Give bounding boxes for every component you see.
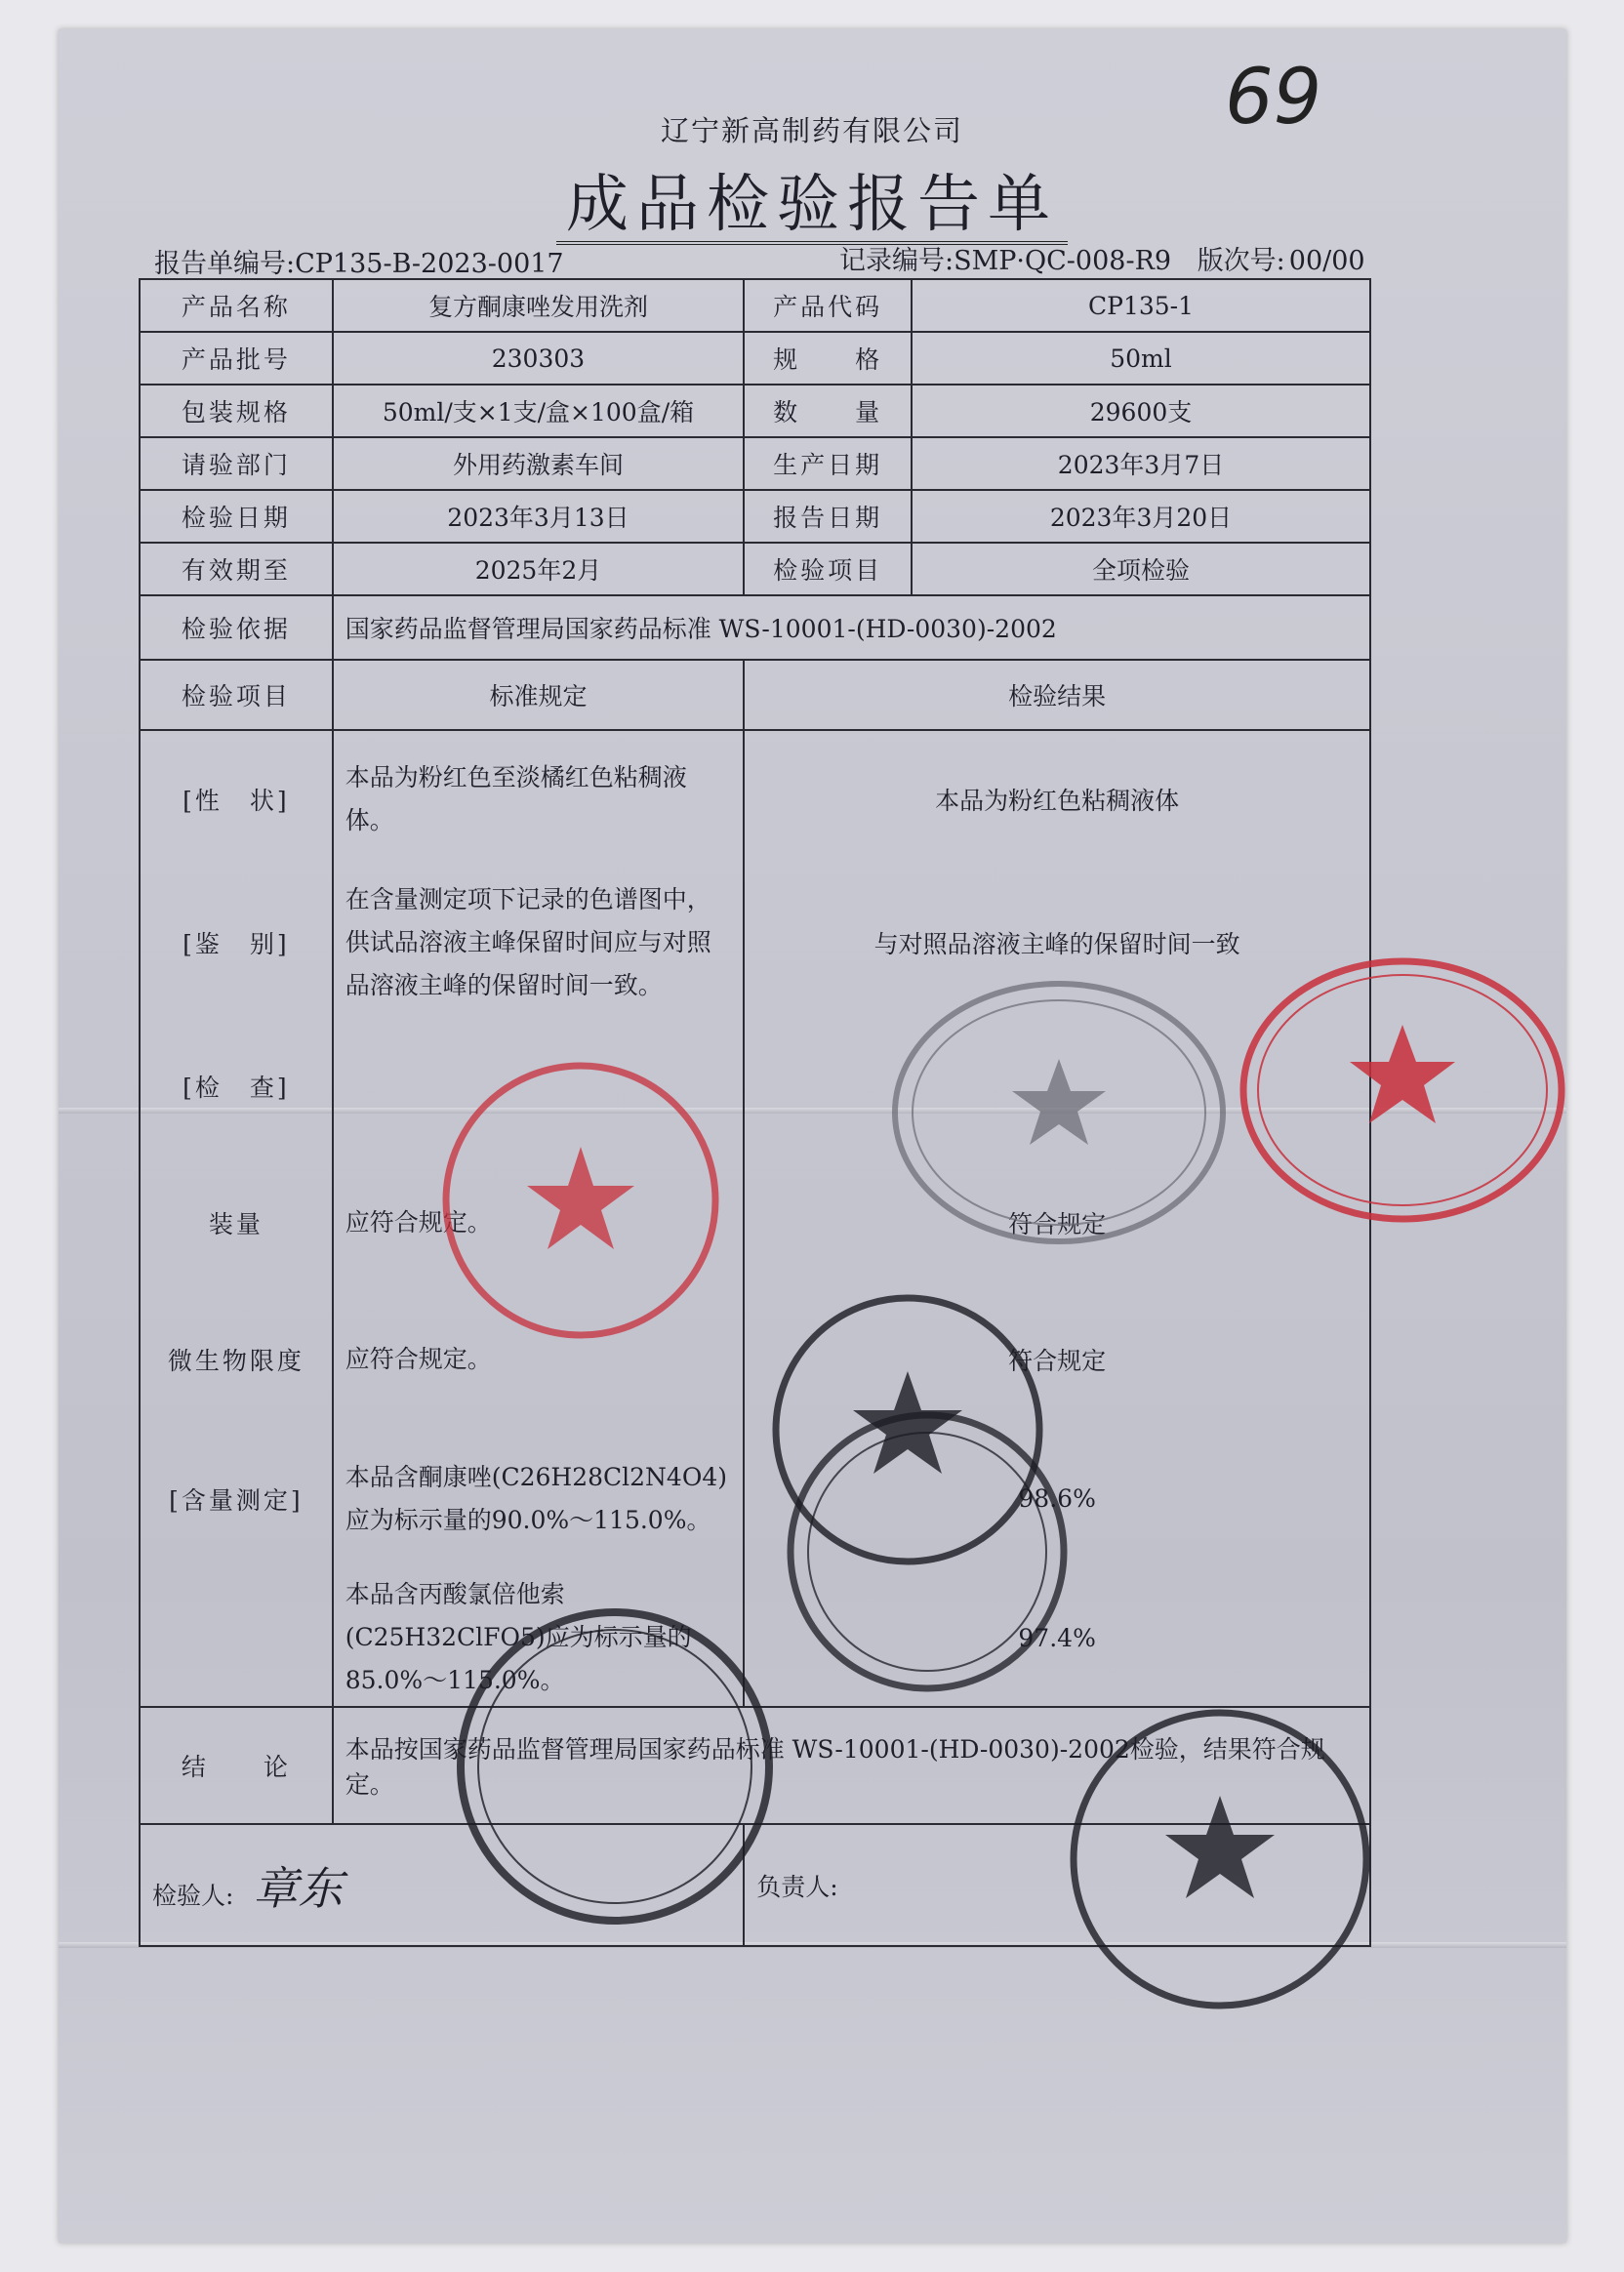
handwritten-note: 69 <box>1225 54 1322 142</box>
item-label: 微生物限度 <box>140 1291 333 1428</box>
info-value: 50ml/支×1支/盒×100盒/箱 <box>333 385 745 437</box>
item-row-inspection <box>140 1018 1370 1155</box>
item-standard: 本品含丙酸氯倍他索(C25H32ClFO5)应为标示量的85.0%～115.0%。 <box>333 1569 745 1707</box>
record-number: 记录编号:SMP·QC-008-R9 版次号: 00/00 <box>839 246 1365 276</box>
info-value: 全项检验 <box>912 543 1370 595</box>
item-standard: 本品为粉红色至淡橘红色粘稠液体。 <box>333 730 745 867</box>
basis-value: 国家药品监督管理局国家药品标准 WS-10001-(HD-0030)-2002 <box>333 595 1370 660</box>
item-result: 符合规定 <box>744 1291 1370 1428</box>
info-label: 报告日期 <box>744 490 912 543</box>
item-result: 98.6% <box>744 1428 1370 1569</box>
signature-row <box>140 1824 1370 1946</box>
report-title: 成品检验报告单 <box>0 154 1624 244</box>
info-label: 检验日期 <box>140 490 333 543</box>
inspector-signature: 章东 <box>253 1861 344 1915</box>
item-label: 装量 <box>140 1155 333 1291</box>
info-label: 请验部门 <box>140 437 333 490</box>
item-label: [性 状] <box>140 730 333 867</box>
item-row-assay-1 <box>140 1428 1370 1569</box>
item-result: 97.4% <box>744 1569 1370 1707</box>
info-label: 产品名称 <box>140 279 333 332</box>
info-row <box>140 437 1370 490</box>
info-value: CP135-1 <box>912 279 1370 332</box>
responsible-cell <box>744 1824 1370 1946</box>
info-label: 检验项目 <box>744 543 912 595</box>
info-value: 230303 <box>333 332 745 385</box>
info-label: 产品代码 <box>744 279 912 332</box>
item-standard: 应符合规定。 <box>333 1291 745 1428</box>
item-result: 符合规定 <box>744 1155 1370 1291</box>
info-row <box>140 490 1370 543</box>
col-header-standard: 标准规定 <box>333 660 745 730</box>
company-name: 辽宁新高制药有限公司 <box>660 114 963 147</box>
report-number: 报告单编号:CP135-B-2023-0017 <box>154 249 564 279</box>
info-label: 规 格 <box>744 332 912 385</box>
conclusion-text: 本品按国家药品监督管理局国家药品标准 WS-10001-(HD-0030)-2002检验，结果符合规定。 <box>333 1707 1370 1824</box>
item-row-identification <box>140 867 1370 1018</box>
inspector-cell <box>140 1824 744 1946</box>
info-label: 包装规格 <box>140 385 333 437</box>
info-row <box>140 543 1370 595</box>
item-row-assay-2 <box>140 1569 1370 1707</box>
info-value: 29600支 <box>912 385 1370 437</box>
item-standard: 应符合规定。 <box>333 1155 745 1291</box>
inspector-label: 检验人: <box>152 1881 234 1910</box>
basis-row <box>140 595 1370 660</box>
item-result: 与对照品溶液主峰的保留时间一致 <box>744 867 1370 1018</box>
info-row <box>140 332 1370 385</box>
info-label: 数 量 <box>744 385 912 437</box>
item-row-microbial <box>140 1291 1370 1428</box>
info-value: 复方酮康唑发用洗剂 <box>333 279 745 332</box>
info-value: 2023年3月13日 <box>333 490 745 543</box>
item-row-appearance <box>140 730 1370 867</box>
col-header-result: 检验结果 <box>744 660 1370 730</box>
responsible-label: 负责人: <box>756 1872 838 1901</box>
info-value: 外用药激素车间 <box>333 437 745 490</box>
inspection-report-table <box>139 278 1371 1947</box>
info-label: 有效期至 <box>140 543 333 595</box>
item-label: [含量测定] <box>140 1428 333 1569</box>
info-row <box>140 279 1370 332</box>
item-standard: 本品含酮康唑(C26H28Cl2N4O4)应为标示量的90.0%～115.0%。 <box>333 1428 745 1569</box>
info-value: 2025年2月 <box>333 543 745 595</box>
info-value: 2023年3月7日 <box>912 437 1370 490</box>
info-row <box>140 385 1370 437</box>
info-label: 生产日期 <box>744 437 912 490</box>
item-label: [检 查] <box>140 1018 333 1155</box>
conclusion-label: 结 论 <box>140 1707 333 1824</box>
column-header-row <box>140 660 1370 730</box>
info-label: 产品批号 <box>140 332 333 385</box>
item-standard: 在含量测定项下记录的色谱图中，供试品溶液主峰保留时间应与对照品溶液主峰的保留时间一致。 <box>333 867 745 1018</box>
conclusion-row <box>140 1707 1370 1824</box>
item-row-filling <box>140 1155 1370 1291</box>
basis-label: 检验依据 <box>140 595 333 660</box>
item-label: [鉴 别] <box>140 867 333 1018</box>
col-header-item: 检验项目 <box>140 660 333 730</box>
info-value: 2023年3月20日 <box>912 490 1370 543</box>
item-result: 本品为粉红色粘稠液体 <box>744 730 1370 867</box>
info-value: 50ml <box>912 332 1370 385</box>
